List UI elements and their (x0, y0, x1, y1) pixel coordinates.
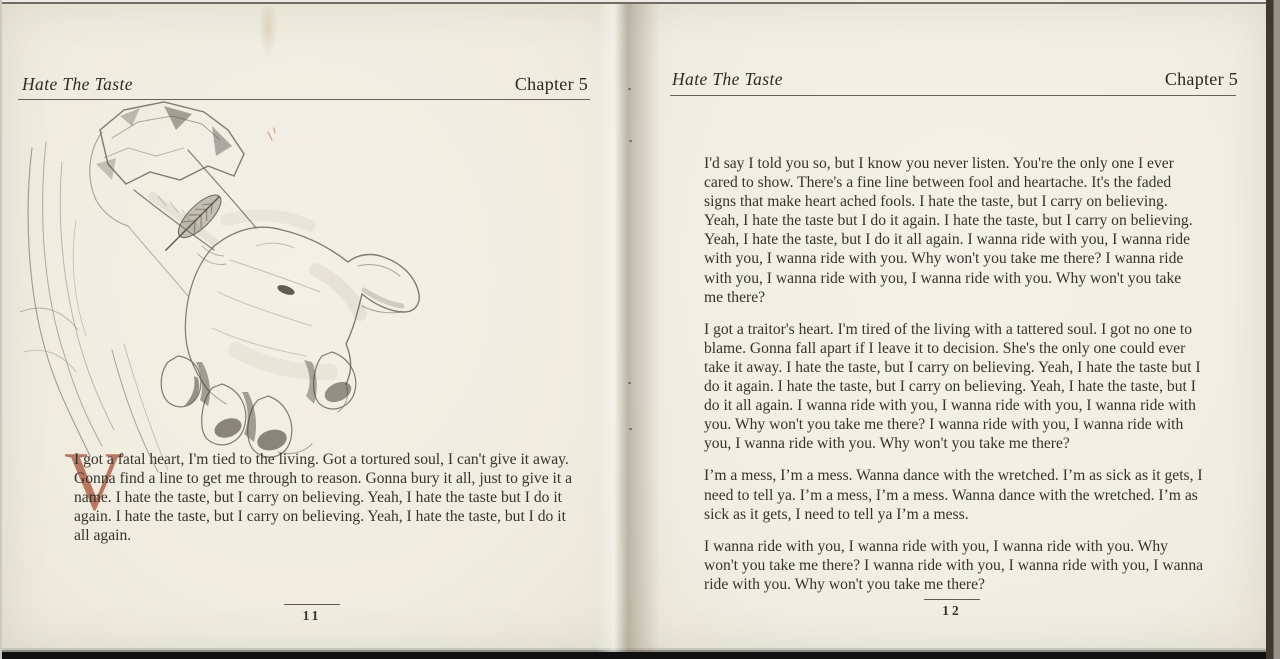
left-header-chapter: Chapter 5 (514, 74, 588, 94)
right-folio-rule (924, 599, 980, 600)
chapter-drop-cap-v: V (64, 435, 125, 528)
scan-edge-top (0, 0, 1280, 4)
lyrics-paragraph: I wanna ride with you, I wanna ride with you, I wanna ride with you. Why won't you take me there? I wanna ride with you, I wanna ride with you, I wanna ride with you. Why won't you take me there? (704, 537, 1204, 593)
right-folio (917, 599, 987, 619)
scan-edge-bottom (0, 648, 1280, 659)
right-header-chapter: Chapter 5 (1164, 69, 1238, 89)
left-page (2, 4, 632, 652)
left-lyrics-block (74, 450, 575, 558)
scan-edge-left (0, 0, 2, 659)
staple-mark (628, 382, 631, 384)
left-folio (277, 604, 347, 624)
staple-mark (629, 140, 632, 142)
right-page-number: 12 (942, 603, 962, 618)
right-page (632, 4, 1266, 652)
paper-stain (258, 6, 278, 58)
lyrics-paragraph: I’m a mess, I’m a mess. Wanna dance with the wretched. I’m as sick as it gets, I need to tell ya. I’m a mess, I’m a mess. Wanna dance with the wretched. I’m as sick as it gets, I need to tell ya I’m a mess. (704, 467, 1203, 523)
left-folio-rule (284, 604, 340, 605)
lyrics-paragraph: I'd say I told you so, but I know you never listen. You're the only one I ever cared to show. There's a fine line between fool and heartache. It's the faded signs that make heart ached fools. I hate the taste, but I carry on believing. Yeah, I hate the taste but I do it again. I hate the taste, but I carry on believing. Yeah, I hate the taste, but I do it all again. I wanna ride with you, I wanna ride with you, I wanna ride with you. Why won't you take me there? I wanna ride with you, I wanna ride with you, I wanna ride with you. Why won't you take me there? (704, 155, 1193, 306)
lyrics-paragraph: I got a fatal heart, I'm tied to the living. Got a tortured soul, I can't give it away. Gonna find a line to get me through to reason. Gonna bury it all, just to give it a name. I hate the taste, but I carry on believing. Yeah, I hate the taste but I do it again. I hate the taste, but I carry on believing. Yeah, I hate the taste, but I do it all again. (74, 451, 573, 545)
lyrics-paragraph: I got a traitor's heart. I'm tired of the living with a tattered soul. I got no one to blame. Gonna fall apart if I leave it to decision. She's the only one could ever take it away. I hate the taste, but I carry on believing. Yeah, I hate the taste but I do it again. I hate the taste, but I carry on believing. Yeah, I hate the taste, but I do it all again. I wanna ride with you, I wanna ride with you, I wanna ride with you. Why won't you take me there? I wanna ride with you, I wanna ride with you, I wanna ride with you. Why won't you take me there? (704, 320, 1201, 453)
left-page-number: 11 (302, 608, 322, 623)
left-header-title: Hate The Taste (22, 74, 133, 94)
staple-mark (629, 428, 632, 430)
right-running-header (672, 69, 1238, 90)
scan-edge-right (1266, 0, 1280, 659)
right-header-title: Hate The Taste (672, 69, 783, 89)
left-running-header (22, 74, 588, 95)
hand-sketch-illustration (16, 100, 436, 476)
right-header-rule (670, 95, 1236, 96)
staple-mark (628, 88, 631, 90)
right-lyrics-block (704, 154, 1204, 607)
